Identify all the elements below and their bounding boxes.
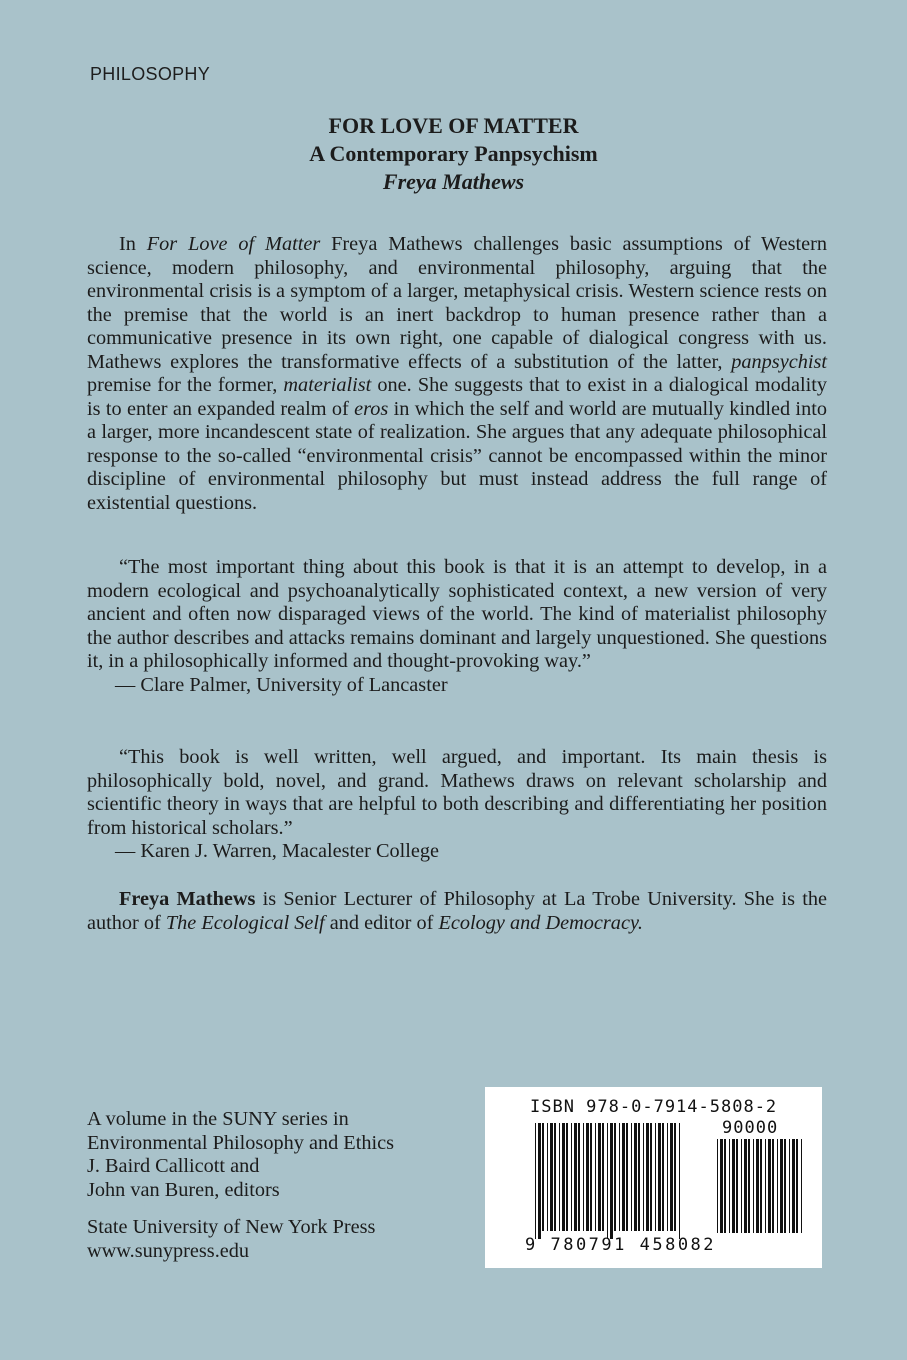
bio-text-2: and editor of <box>324 911 439 934</box>
barcode-bar <box>583 1123 584 1231</box>
book-author: Freya Mathews <box>382 169 525 194</box>
barcode-bar <box>610 1123 613 1239</box>
series-line: Environmental Philosophy and Ethics <box>87 1131 395 1154</box>
description-text-2: Freya Mathews challenges basic assumptions of Western science, modern philosophy, and environmental philosophy, arguing that the environmental crisis is a symptom of a larger, metaphysical crisis. Western science rests on the premise that the world is an inert backdrop to human presence rather than a communicative presence in its own right, one capable of dialogical congress with us. Mathews explores the transformative effects of a substitution of the latter, <box>87 233 828 373</box>
isbn-number: ISBN 978-0-7914-5808-2 <box>530 1097 778 1117</box>
quote-text: “This book is well written, well argued, and important. Its main thesis is philosophically bold, novel, and grand. Mathews draws on relevant scholarship and scientific theory in ways that are helpful to both describing and differentiating her position from historical scholars.” <box>87 746 827 839</box>
author-bio <box>87 888 827 935</box>
book-title: FOR LOVE OF MATTER <box>328 113 579 138</box>
description-text-1: In <box>119 233 147 255</box>
barcode-bar <box>772 1139 774 1233</box>
barcode-bar <box>717 1139 718 1233</box>
publisher-name: State University of New York Press <box>87 1216 376 1238</box>
barcode-bar <box>679 1123 680 1239</box>
barcode-bar <box>562 1123 565 1231</box>
quote-text: “The most important thing about this book is that it is an attempt to develop, in a modern ecological and psychoanalytically sophisticated context, a new version of very ancient and often now disparaged views of the world. The kind of materialist philosophy the author describes and attacks remains dominant and largely unquestioned. She questions it, in a philosophically informed and thought-provoking way.” <box>87 556 827 672</box>
barcode-bar <box>646 1123 649 1231</box>
barcode-bar <box>789 1139 790 1233</box>
barcode-bar <box>638 1123 640 1231</box>
barcode-bar <box>542 1123 544 1231</box>
barcode-bar <box>634 1123 637 1231</box>
barcode-bar <box>586 1123 589 1231</box>
barcode-bar <box>801 1139 802 1233</box>
barcode-bar <box>658 1123 661 1231</box>
barcode-bar <box>792 1139 795 1233</box>
series-line: A volume in the SUNY series in <box>87 1108 349 1130</box>
bio-author-name: Freya Mathews <box>119 888 256 910</box>
barcode-bar <box>784 1139 786 1233</box>
description-book-title: For Love of Matter <box>146 233 321 255</box>
term-eros: eros <box>354 397 389 420</box>
barcode-bar <box>590 1123 592 1231</box>
barcode-bar <box>622 1123 625 1231</box>
barcode-bar <box>574 1123 577 1231</box>
quote-attribution: — Karen J. Warren, Macalester College <box>115 840 440 862</box>
barcode-bar <box>550 1123 553 1231</box>
bio-book-1: The Ecological Self <box>165 911 325 934</box>
book-subtitle: A Contemporary Panpsychism <box>309 141 598 166</box>
series-line: J. Baird Callicott and <box>87 1155 260 1177</box>
ean-number: 9 780791 458082 <box>525 1235 717 1255</box>
barcode-bar <box>760 1139 762 1233</box>
barcode-bar <box>756 1139 759 1233</box>
series-line: John van Buren, editors <box>87 1178 280 1201</box>
description-text-4: one. She suggests that to exist in a dialogical modality is to enter an expanded realm of <box>87 374 827 420</box>
barcode-bar <box>724 1139 726 1233</box>
barcode-bar <box>674 1123 676 1231</box>
title-block <box>0 112 907 196</box>
series-info <box>87 1108 394 1202</box>
barcode-bar <box>538 1123 541 1239</box>
bio-paragraph <box>87 888 827 935</box>
price-addon-number: 90000 <box>722 1118 779 1138</box>
barcode-bar <box>741 1139 742 1233</box>
description-text-5: in which the self and world are mutually kindled into a larger, more incandescent state of realization. She argues that any adequate philosophical response to the so-called “environmental crisis” cannot be encompassed within the minor discipline of environmental philosophy but must instead address the full range of existential questions. <box>87 397 827 514</box>
publisher-info <box>87 1216 375 1263</box>
description <box>87 233 827 515</box>
barcode-bar <box>720 1139 723 1233</box>
barcode-bar <box>670 1123 673 1231</box>
barcode-bar <box>753 1139 754 1233</box>
barcode-bar <box>780 1139 783 1233</box>
barcode-bar <box>643 1123 644 1231</box>
term-materialist: materialist <box>283 374 372 396</box>
barcode-bar <box>578 1123 580 1231</box>
barcode-bar <box>554 1123 556 1231</box>
barcode-bar <box>631 1123 632 1231</box>
barcode-bar <box>748 1139 750 1233</box>
barcode-bar <box>547 1123 548 1231</box>
barcode-bar <box>650 1123 652 1231</box>
bio-book-2: Ecology and Democracy. <box>438 911 643 934</box>
barcode-bar <box>571 1123 572 1231</box>
barcode-bar <box>614 1123 616 1231</box>
barcode-bar <box>736 1139 738 1233</box>
barcode-bar <box>595 1123 596 1231</box>
description-paragraph <box>87 233 827 515</box>
barcode-bar <box>729 1139 730 1233</box>
barcode-bar <box>744 1139 747 1233</box>
publisher-url: www.sunypress.edu <box>87 1239 250 1262</box>
term-panpsychist: panpsychist <box>731 350 827 373</box>
barcode-bar <box>602 1123 604 1231</box>
barcode-bar <box>607 1123 608 1239</box>
barcode-bar <box>777 1139 778 1233</box>
barcode-bar <box>655 1123 656 1231</box>
barcode-bar <box>598 1123 601 1231</box>
barcode-bar <box>765 1139 766 1233</box>
review-quote-2 <box>87 746 827 864</box>
barcode-bar <box>768 1139 771 1233</box>
review-quote-1 <box>87 556 827 697</box>
barcode-bar <box>796 1139 798 1233</box>
barcode-bar <box>566 1123 568 1231</box>
barcode-bar <box>626 1123 628 1231</box>
barcode-bar <box>559 1123 560 1231</box>
barcode-bar <box>667 1123 668 1231</box>
bio-text-1: is Senior Lecturer of Philosophy at La Trobe University. She is the author of <box>87 888 827 934</box>
category-label: PHILOSOPHY <box>90 64 211 84</box>
barcode-bar <box>619 1123 620 1231</box>
quote-attribution: — Clare Palmer, University of Lancaster <box>115 673 448 696</box>
barcode-bar <box>662 1123 664 1231</box>
barcode-panel <box>485 1087 822 1268</box>
description-text-3: premise for the former, <box>87 374 284 396</box>
barcode-bar <box>732 1139 735 1233</box>
barcode-bar <box>535 1123 536 1239</box>
